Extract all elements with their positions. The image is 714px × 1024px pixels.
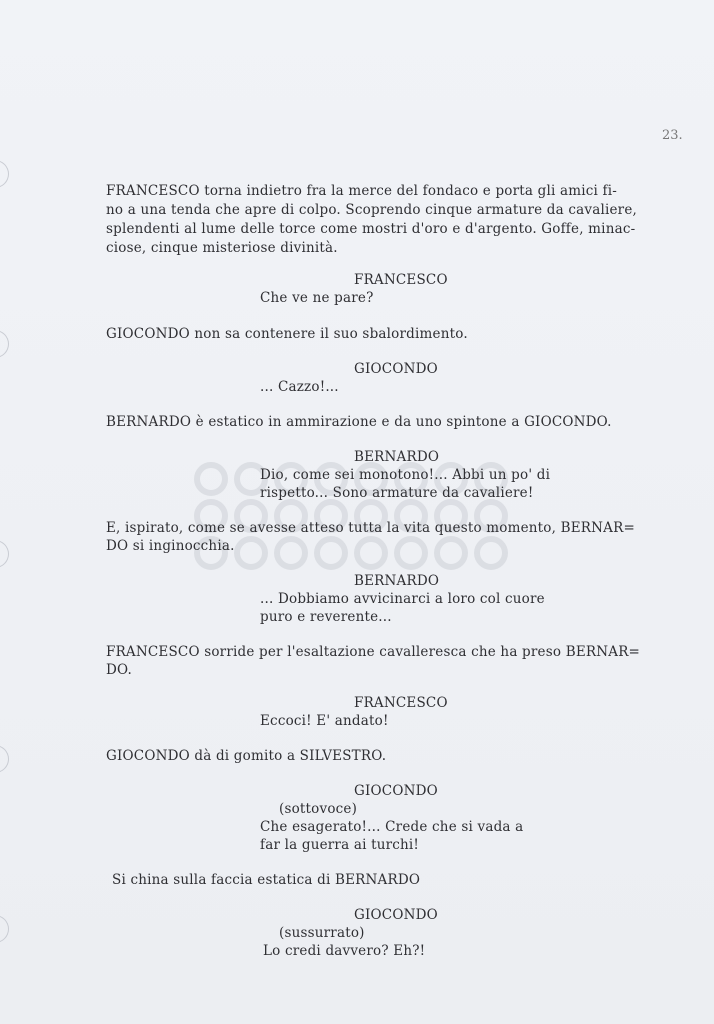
action-line: E, ispirato, come se avesse atteso tutta la vita questo momento, BERNAR= <box>106 520 635 536</box>
binder-hole <box>0 745 9 773</box>
dialogue-line: puro e reverente... <box>260 609 392 625</box>
binder-hole <box>0 330 9 358</box>
action-line: DO si inginocchia. <box>106 538 235 554</box>
dialogue-line: ... Cazzo!... <box>260 379 339 395</box>
parenthetical: (sottovoce) <box>279 801 358 817</box>
dialogue-line: Che esagerato!... Crede che si vada a <box>260 819 524 835</box>
action-line: splendenti al lume delle torce come mostri d'oro e d'argento. Goffe, minac- <box>106 221 636 237</box>
dialogue-line: Che ve ne pare? <box>260 290 374 306</box>
character-name: BERNARDO <box>354 449 440 465</box>
character-name: BERNARDO <box>354 573 440 589</box>
dialogue-line: Lo credi davvero? Eh?! <box>263 943 426 959</box>
character-name: GIOCONDO <box>354 783 438 799</box>
character-name: GIOCONDO <box>354 361 438 377</box>
character-name: FRANCESCO <box>354 272 448 288</box>
dialogue-line: far la guerra ai turchi! <box>260 837 420 853</box>
character-name: GIOCONDO <box>354 907 438 923</box>
binder-hole <box>0 915 9 943</box>
dialogue-line: rispetto... Sono armature da cavaliere! <box>260 485 534 501</box>
action-line: GIOCONDO dà di gomito a SILVESTRO. <box>106 748 387 764</box>
dialogue-line: Eccoci! E' andato! <box>260 713 389 729</box>
dialogue-line: Dio, come sei monotono!... Abbi un po' di <box>260 467 551 483</box>
action-line: no a una tenda che apre di colpo. Scoprendo cinque armature da cavaliere, <box>106 202 638 218</box>
page-number: 23. <box>662 128 683 143</box>
dialogue-line: ... Dobbiamo avvicinarci a loro col cuore <box>260 591 545 607</box>
action-line: ciose, cinque misteriose divinità. <box>106 240 338 256</box>
binder-hole <box>0 540 9 568</box>
action-line: FRANCESCO sorride per l'esaltazione cavalleresca che ha preso BERNAR= <box>106 644 641 660</box>
action-line: FRANCESCO torna indietro fra la merce del fondaco e porta gli amici fi- <box>106 183 618 199</box>
action-line: Si china sulla faccia estatica di BERNARDO <box>112 872 421 888</box>
action-line: GIOCONDO non sa contenere il suo sbalordimento. <box>106 326 468 342</box>
parenthetical: (sussurrato) <box>279 925 365 941</box>
action-line: DO. <box>106 662 132 678</box>
character-name: FRANCESCO <box>354 695 448 711</box>
binder-hole <box>0 160 9 188</box>
action-line: BERNARDO è estatico in ammirazione e da uno spintone a GIOCONDO. <box>106 414 612 430</box>
